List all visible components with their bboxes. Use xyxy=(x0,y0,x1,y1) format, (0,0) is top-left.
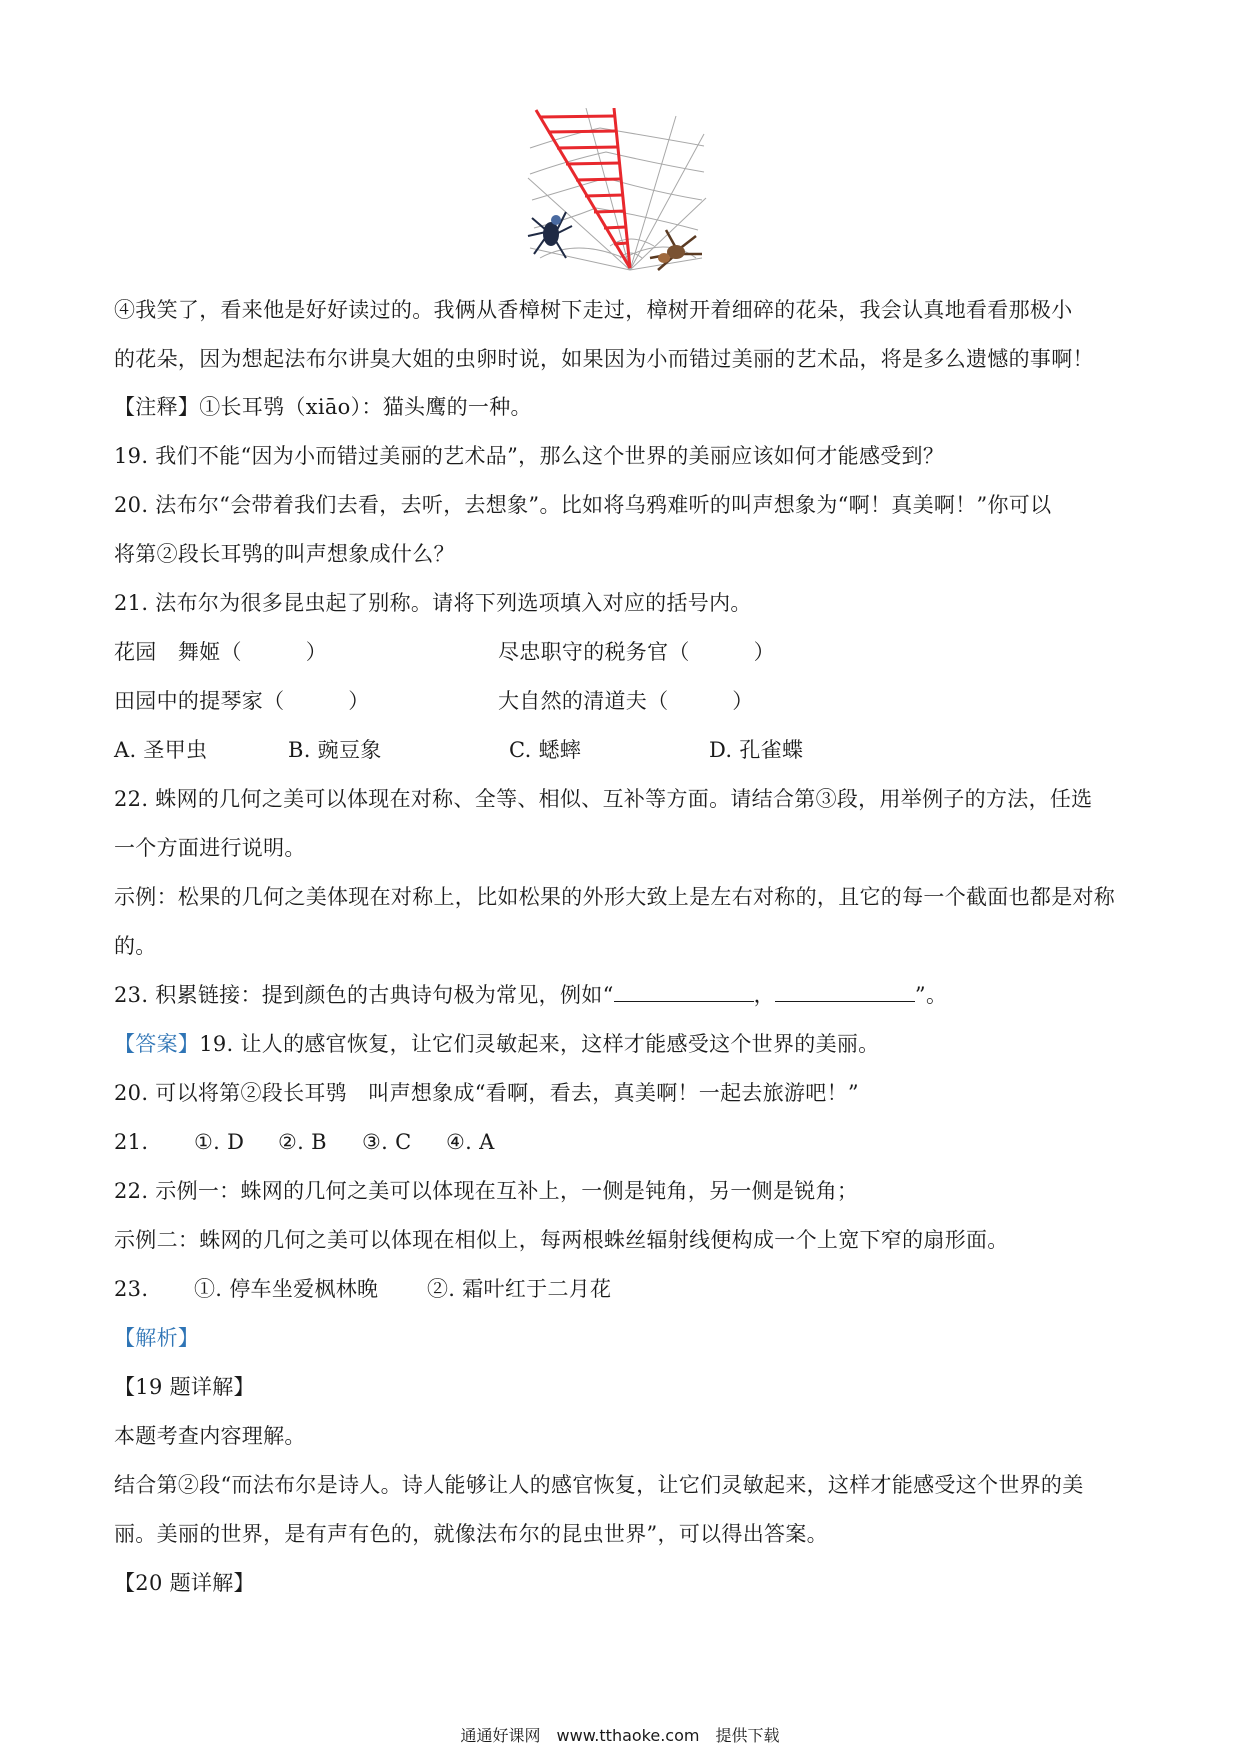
answer-21-item-4: ④. A xyxy=(446,1130,495,1154)
question-21: 21. 法布尔为很多昆虫起了别称。请将下列选项填入对应的括号内。 xyxy=(114,591,752,615)
question-21-item-d: 大自然的清道夫（ ） xyxy=(498,689,754,713)
question-23-end: ”。 xyxy=(914,983,948,1007)
answer-19-text: 19. 让人的感官恢复，让它们灵敏起来，这样才能感受这个世界的美丽。 xyxy=(199,1032,880,1056)
answer-21-item-1: ①. D xyxy=(194,1130,245,1154)
answer-19 xyxy=(114,1030,1134,1058)
question-23 xyxy=(114,981,1134,1009)
analysis-19-line-2: 结合第②段“而法布尔是诗人。诗人能够让人的感官恢复，让它们灵敏起来，这样才能感受这个世界的美 xyxy=(114,1473,1084,1497)
option-d: D. 孔雀蝶 xyxy=(709,738,804,762)
spider-web-illustration xyxy=(526,108,708,274)
answer-22-line-1: 22. 示例一：蛛网的几何之美可以体现在互补上，一侧是钝角，另一侧是锐角； xyxy=(114,1179,859,1203)
answer-blank-2[interactable] xyxy=(775,981,915,1002)
page-footer: 通通好课网 www.tthaoke.com 提供下载 xyxy=(460,1726,780,1745)
question-23-comma: ， xyxy=(753,983,775,1007)
question-21-item-c: 田园中的提琴家（ ） xyxy=(114,689,370,713)
answer-23-item-2: ②. 霜叶红于二月花 xyxy=(427,1277,612,1301)
question-19: 19. 我们不能“因为小而错过美丽的艺术品”，那么这个世界的美丽应该如何才能感受到？ xyxy=(114,444,945,468)
question-20-line-1: 20. 法布尔“会带着我们去看，去听，去想象”。比如将乌鸦难听的叫声想象为“啊！真美啊！”你可以 xyxy=(114,493,1052,517)
question-22-example-line-2: 的。 xyxy=(114,934,157,958)
analysis-20-heading: 【20 题详解】 xyxy=(114,1571,255,1595)
answer-23-item-1: ①. 停车坐爱枫林晚 xyxy=(194,1277,379,1301)
question-20-line-2: 将第②段长耳鸮的叫声想象成什么？ xyxy=(114,542,455,566)
note: 【注释】①长耳鸮（xiāo）：猫头鹰的一种。 xyxy=(114,395,532,419)
answer-22-line-2: 示例二：蛛网的几何之美可以体现在相似上，每两根蛛丝辐射线便构成一个上宽下窄的扇形面。 xyxy=(114,1228,1009,1252)
question-22-example-line-1: 示例：松果的几何之美体现在对称上，比如松果的外形大致上是左右对称的，且它的每一个截面也都是对称 xyxy=(114,885,1116,909)
paragraph-4-line-1: ④我笑了，看来他是好好读过的。我俩从香樟树下走过，樟树开着细碎的花朵，我会认真地看看那极小 xyxy=(114,298,1073,322)
question-22-line-1: 22. 蛛网的几何之美可以体现在对称、全等、相似、互补等方面。请结合第③段，用举例子的方法，任选 xyxy=(114,787,1093,811)
answer-21-item-3: ③. C xyxy=(362,1130,412,1154)
question-22-line-2: 一个方面进行说明。 xyxy=(114,836,306,860)
option-b: B. 豌豆象 xyxy=(288,738,382,762)
answer-21-item-2: ②. B xyxy=(278,1130,327,1154)
question-21-item-b: 尽忠职守的税务官（ ） xyxy=(498,640,775,664)
option-a: A. 圣甲虫 xyxy=(114,738,208,762)
question-21-item-a: 花园 舞姬（ ） xyxy=(114,640,327,664)
question-23-text: 23. 积累链接：提到颜色的古典诗句极为常见，例如“ xyxy=(114,983,614,1007)
paragraph-4-line-2: 的花朵，因为想起法布尔讲臭大姐的虫卵时说，如果因为小而错过美丽的艺术品，将是多么遗憾的事啊！ xyxy=(114,347,1094,371)
answer-label: 【答案】 xyxy=(114,1032,200,1056)
analysis-19-heading: 【19 题详解】 xyxy=(114,1375,255,1399)
analysis-label: 【解析】 xyxy=(114,1326,200,1350)
answer-21-number: 21. xyxy=(114,1130,149,1154)
answer-blank-1[interactable] xyxy=(614,981,754,1002)
analysis-19-line-3: 丽。美丽的世界，是有声有色的，就像法布尔的昆虫世界”，可以得出答案。 xyxy=(114,1522,828,1546)
answer-23-number: 23. xyxy=(114,1277,149,1301)
analysis-19-line-1: 本题考查内容理解。 xyxy=(114,1424,306,1448)
answer-20: 20. 可以将第②段长耳鸮 叫声想象成“看啊，看去，真美啊！一起去旅游吧！” xyxy=(114,1081,859,1105)
option-c: C. 蟋蟀 xyxy=(509,738,582,762)
